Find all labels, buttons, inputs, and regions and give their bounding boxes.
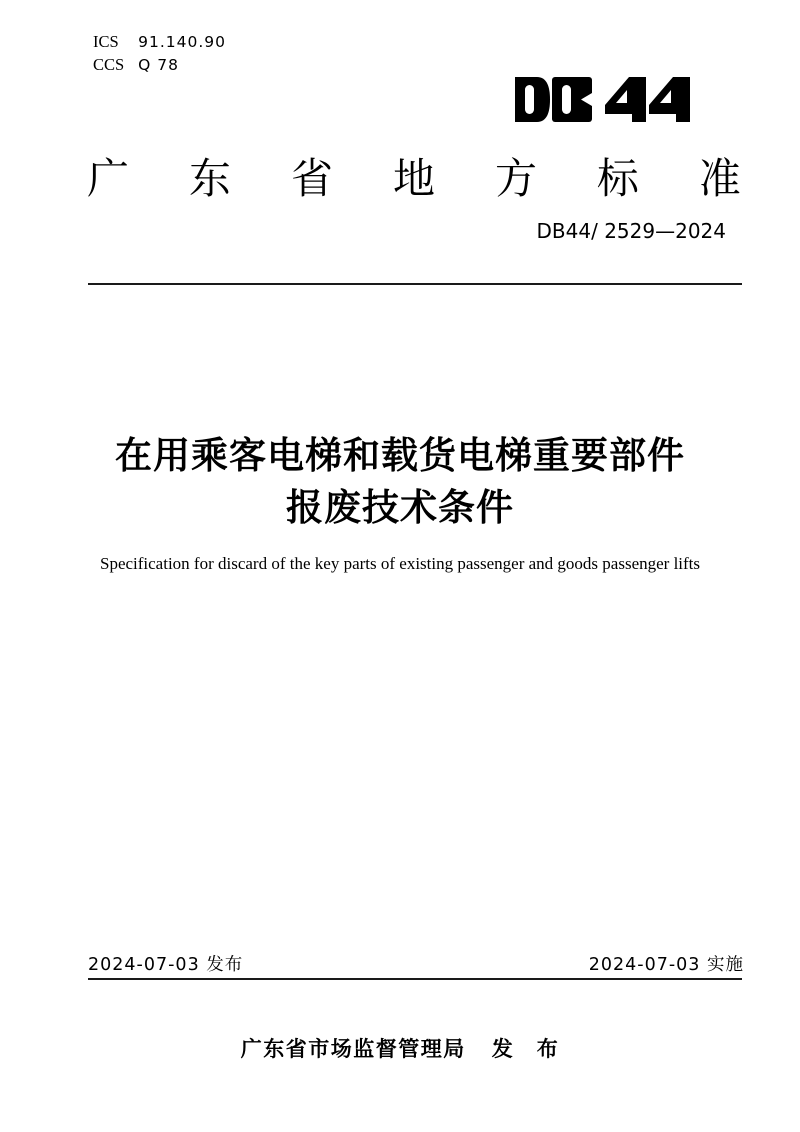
publish-word: 发 布 — [491, 1037, 560, 1061]
ics-code-row — [93, 30, 226, 53]
document-subtitle-english: Specification for discard of the key parts of existing passenger and goods passenger lifts — [99, 554, 701, 573]
classification-codes — [93, 30, 226, 76]
dates-row — [88, 951, 744, 976]
document-title-line1: 在用乘客电梯和载货电梯重要部件 — [115, 434, 685, 477]
document-title — [60, 430, 740, 534]
standard-number: DB44/ 2529—2024 — [536, 219, 726, 243]
implement-date: 2024-07-03 实施 — [588, 955, 744, 975]
standard-name-char: 东 — [188, 154, 231, 203]
ccs-code-row — [93, 53, 226, 76]
header-rule-line — [88, 283, 742, 285]
db44-logo-icon — [515, 77, 692, 122]
document-title-line2: 报废技术条件 — [286, 486, 514, 529]
ics-value: 91.140.90 — [138, 33, 226, 51]
standard-name-char: 方 — [494, 154, 537, 203]
standard-name-char: 标 — [596, 154, 639, 203]
standard-name-char: 广 — [87, 154, 130, 203]
standard-name-char: 地 — [392, 154, 435, 203]
issue-date: 2024-07-03 发布 — [88, 955, 244, 975]
standard-name-char: 省 — [290, 154, 333, 203]
db44-logo — [515, 77, 692, 122]
publisher-name: 广东省市场监督管理局 — [240, 1037, 466, 1061]
footer-rule-line — [88, 978, 742, 980]
ccs-label: CCS — [93, 55, 125, 74]
standard-name-heading — [87, 156, 741, 202]
ccs-value: Q 78 — [138, 56, 179, 74]
publisher-row — [0, 1033, 800, 1063]
ics-label: ICS — [93, 32, 119, 51]
standard-name-char: 准 — [698, 154, 741, 203]
